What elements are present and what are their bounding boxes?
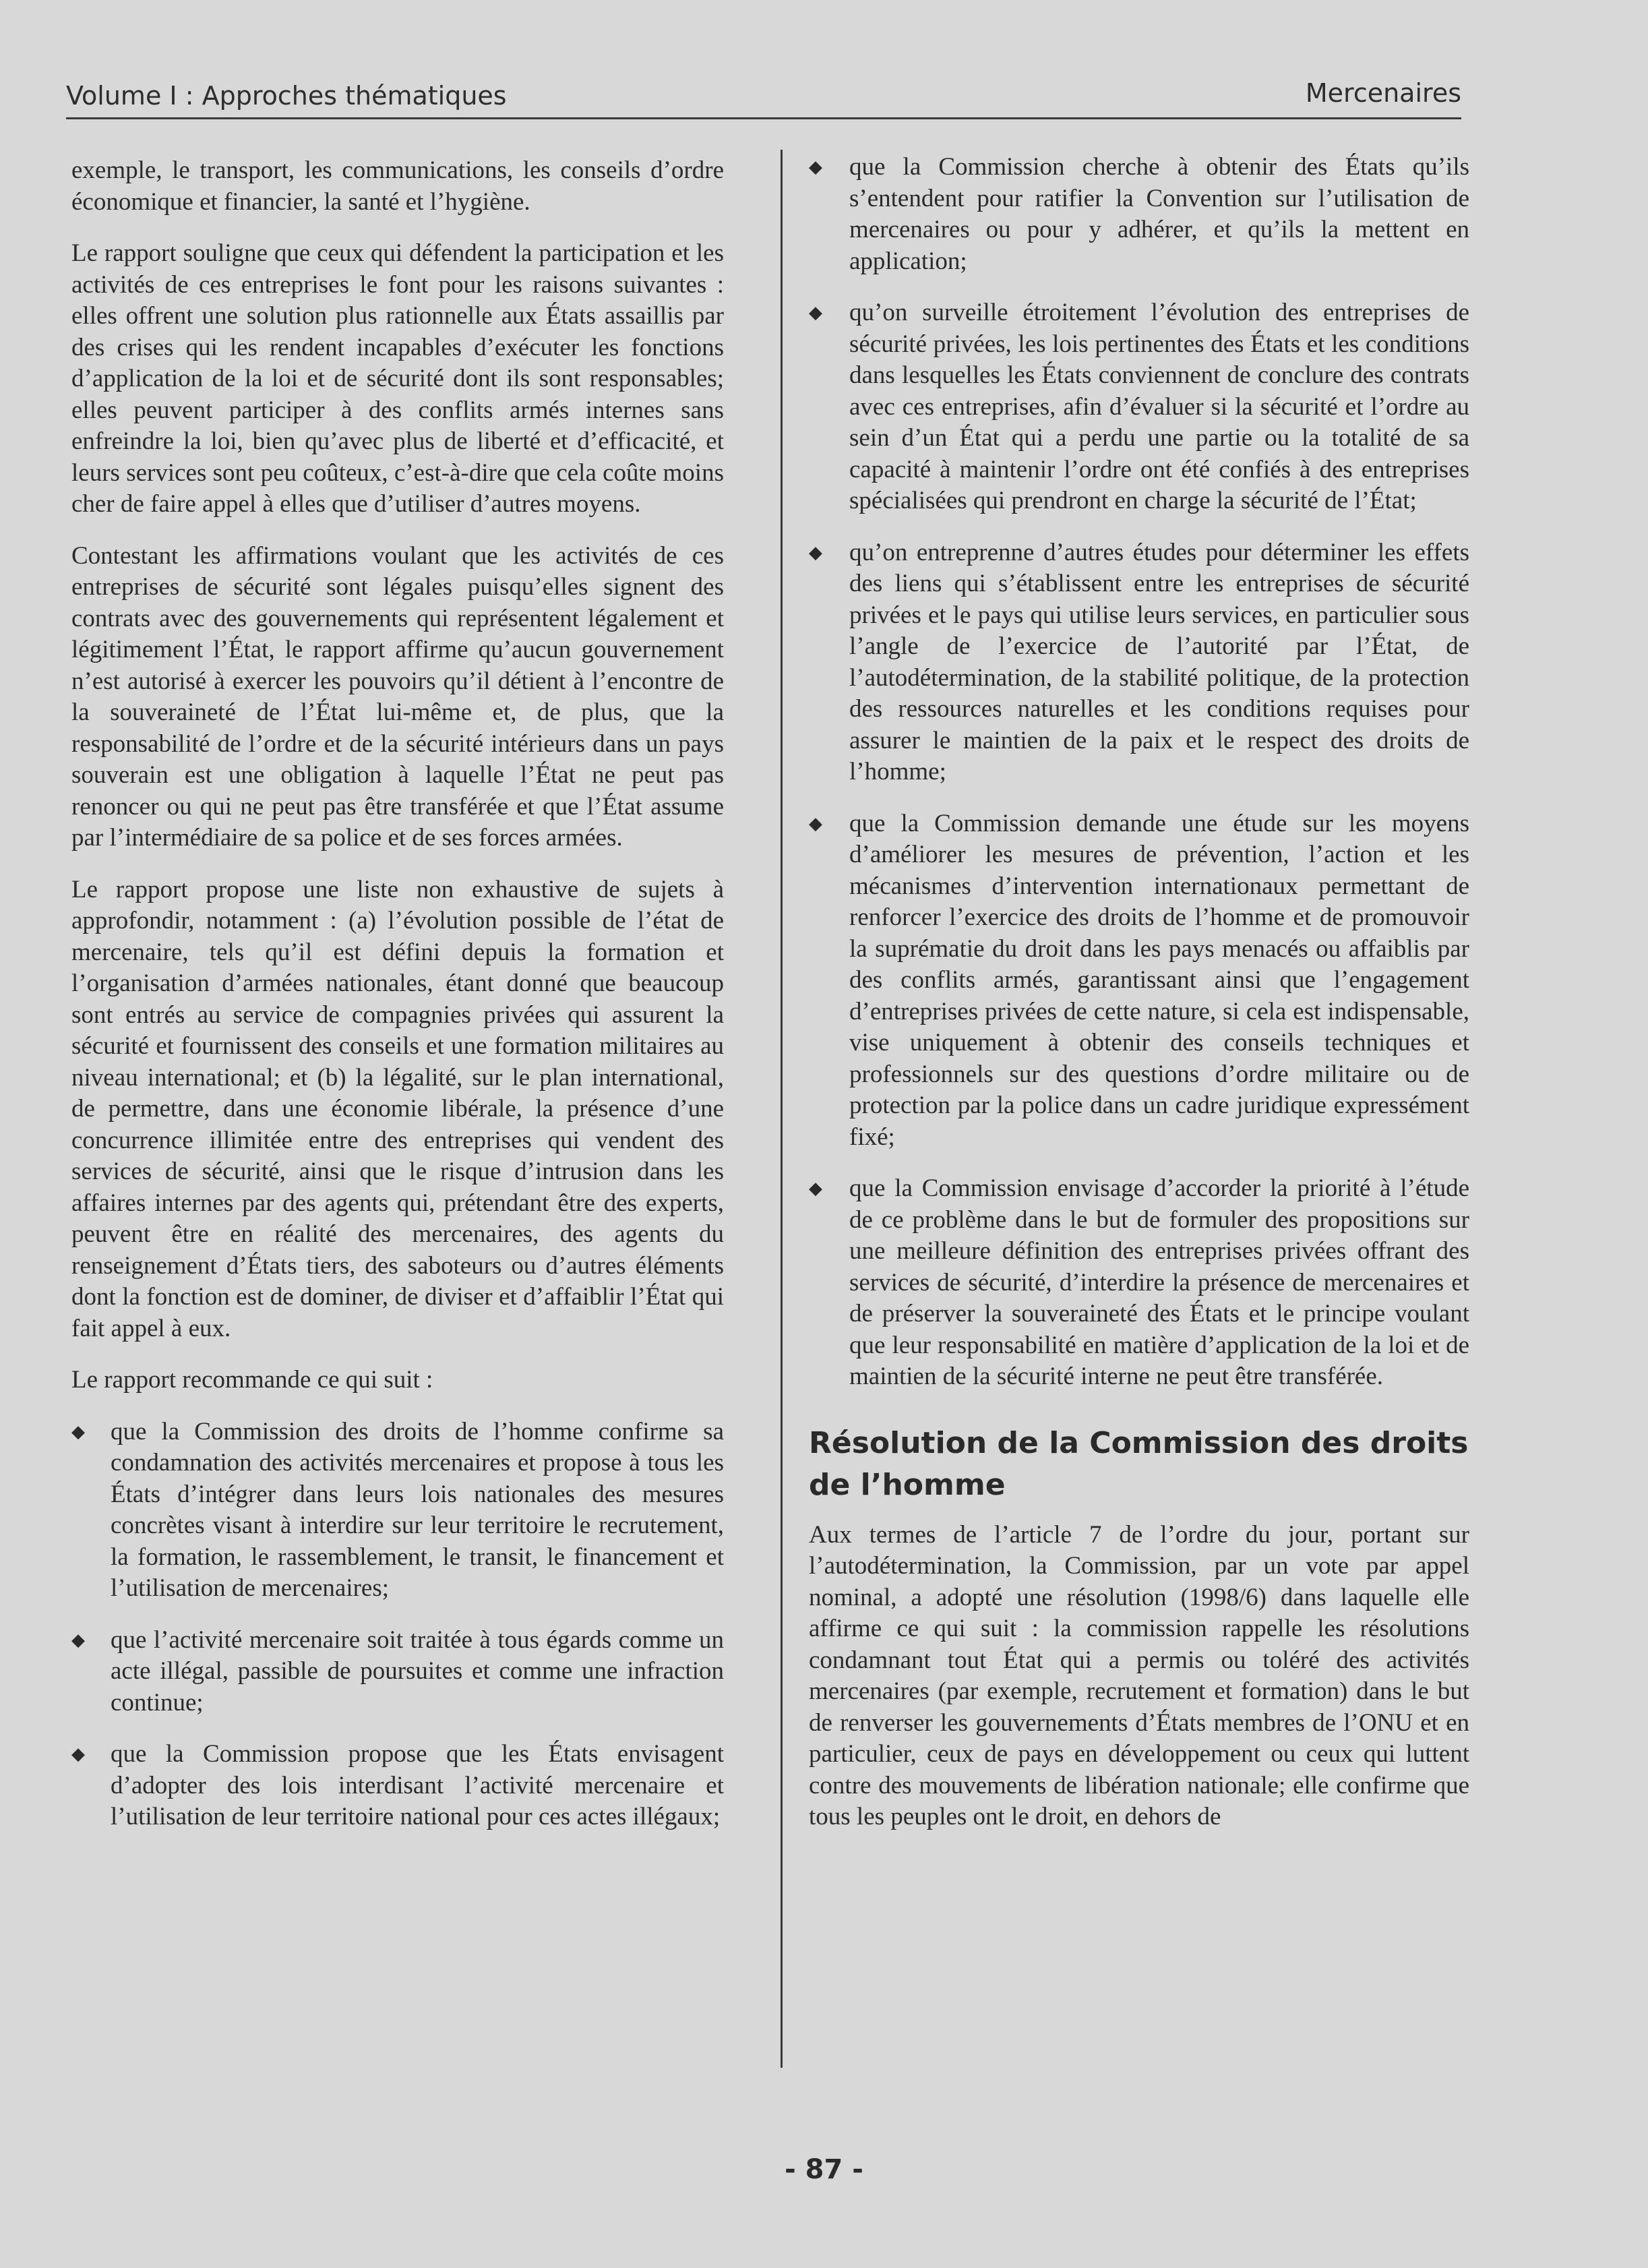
list-item-text: qu’on entreprenne d’autres études pour déterminer les effets des liens qui s’établissent entre les entreprises de sécurité privées et le pays qui utilise leurs services, en particulier sous l’angle de l’exercice de l’autorité par l’État, de l’autodétermination, de la stabilité politique, de la protection des ressources naturelles et les conditions requises pour assurer le maintien de la paix et le respect des droits de l’homme; (849, 538, 1469, 785)
page-number: - 87 - (785, 2154, 863, 2185)
list-item-text: que la Commission cherche à obtenir des États qu’ils s’entendent pour ratifier la Convention sur l’utilisation de mercenaires ou pour y adhérer, et qu’ils la mettent en application; (849, 153, 1469, 275)
list-item (809, 808, 1469, 1154)
bullet-icon: ◆ (809, 1178, 822, 1198)
left-column (71, 155, 724, 1853)
list-item-text: que l’activité mercenaire soit traitée à tous égards comme un acte illégal, passible de poursuites et comme une infraction continue; (111, 1625, 724, 1717)
bullet-icon: ◆ (71, 1744, 85, 1764)
bullet-icon: ◆ (809, 157, 822, 177)
recommendation-list-continued (809, 152, 1469, 1393)
paragraph: Le rapport propose une liste non exhaustive de sujets à approfondir, notamment : (a) l’évolution possible de l’état de mercenaire, tels qu’il est défini depuis la formation et l’organisation d’armées nationales, étant donné que beaucoup sont entrés au service de compagnies privées qui assurent la sécurité et fournissent des conseils et une formation militaires au niveau international; et (b) la légalité, sur le plan international, de permettre, dans une économie libérale, la présence d’une concurrence illimitée entre des entreprises qui vendent des services de sécurité, ainsi que le risque d’intrusion dans les affaires internes par des agents qui, prétendant être des experts, peuvent être en réalité des mercenaires, des agents du renseignement d’États tiers, des saboteurs ou d’autres éléments dont la fonction est de dominer, de diviser et d’affaiblir l’État qui fait appel à eux. (71, 875, 724, 1342)
bullet-icon: ◆ (809, 813, 822, 833)
list-item (809, 297, 1469, 517)
header-chapter-title: Mercenaires (1305, 78, 1461, 108)
header-volume-title: Volume I : Approches thématiques (66, 81, 507, 111)
column-divider (781, 150, 783, 2068)
recommendation-list (71, 1416, 724, 1833)
section-heading: Résolution de la Commission des droits de l’homme (809, 1425, 1469, 1502)
list-item (71, 1739, 724, 1833)
list-item-text: que la Commission des droits de l’homme confirme sa condamnation des activités mercenaires et propose à tous les États d’intégrer dans leurs lois nationales des mesures concrètes visant à interdire sur leur territoire le recrutement, la formation, le rassemblement, le transit, le financement et l’utilisation de mercenaires; (111, 1417, 724, 1602)
list-item-text: que la Commission envisage d’accorder la priorité à l’étude de ce problème dans le but de formuler des propositions sur une meilleure définition des entreprises privées offrant des services de sécurité, d’interdire la présence de mercenaires et de préserver la souveraineté des États et le principe voulant que leur responsabilité en matière d’application de la loi et de maintien de la sécurité interne ne peut être transférée. (849, 1174, 1469, 1390)
right-column (809, 152, 1469, 1853)
bullet-icon: ◆ (71, 1630, 85, 1650)
bullet-icon: ◆ (71, 1421, 85, 1441)
paragraph: Le rapport recommande ce qui suit : (71, 1366, 433, 1394)
paragraph: exemple, le transport, les communications, les conseils d’ordre économique et financier, la santé et l’hygiène. (71, 156, 724, 216)
list-item (809, 152, 1469, 277)
paragraph: Contestant les affirmations voulant que les activités de ces entreprises de sécurité sont légales puisqu’elles signent des contrats avec des gouvernements qui représentent légalement et légitimement l’État, le rapport affirme qu’aucun gouvernement n’est autorisé à exercer les pouvoirs qu’il détient à l’encontre de la souveraineté de l’État lui-même et, de plus, que la responsabilité de l’ordre et de la sécurité intérieurs dans un pays souverain est une obligation à laquelle l’État ne peut pas renoncer ou qui ne peut pas être transférée et que l’État assume par l’intermédiaire de sa police et de ses forces armées. (71, 541, 724, 852)
list-item (809, 537, 1469, 788)
bullet-icon: ◆ (809, 303, 822, 322)
list-item-text: que la Commission demande une étude sur les moyens d’améliorer les mesures de prévention, l’action et les mécanismes d’intervention internationaux permettant de renforcer l’exercice des droits de l’homme et de promouvoir la suprématie du droit dans les pays menacés ou affaiblis par des conflits armés, garantissant ainsi que l’engagement d’entreprises privées de cette nature, si cela est indispensable, vise uniquement à obtenir des conseils techniques et professionnels sur des questions d’ordre militaire ou de protection par la police dans un cadre juridique expressément fixé; (849, 809, 1469, 1151)
list-item-text: que la Commission propose que les États envisagent d’adopter des lois interdisant l’activité mercenaire et l’utilisation de leur territoire national pour ces actes illégaux; (111, 1740, 724, 1830)
list-item (809, 1173, 1469, 1393)
list-item (71, 1416, 724, 1605)
paragraph: Aux termes de l’article 7 de l’ordre du jour, portant sur l’autodétermination, la Commission, par un vote par appel nominal, a adopté une résolution (1998/6) dans laquelle elle affirme ce qui suit : la commission rappelle les résolutions condamnant tout État qui a permis ou toléré des activités mercenaires (par exemple, recrutement et formation) dans le but de renverser les gouvernements d’États membres de l’ONU et en particulier, ceux de pays en développement ou ceux qui luttent contre des mouvements de libération nationale; elle confirme que tous les peuples ont le droit, en dehors de (809, 1520, 1469, 1830)
running-header (66, 67, 1461, 119)
paragraph: Le rapport souligne que ceux qui défendent la participation et les activités de ces entreprises le font pour les raisons suivantes : elles offrent une solution plus rationnelle aux États assaillis par des crises qui les rendent incapables d’exécuter les fonctions d’application de la loi et de sécurité dont ils sont responsables; elles peuvent participer à des conflits armés internes sans enfreindre la loi, bien qu’avec plus de liberté et d’efficacité, et leurs services sont peu coûteux, c’est-à-dire que cela coûte moins cher de faire appel à elles que d’utiliser d’autres moyens. (71, 239, 724, 518)
bullet-icon: ◆ (809, 542, 822, 562)
list-item (71, 1625, 724, 1719)
list-item-text: qu’on surveille étroitement l’évolution des entreprises de sécurité privées, les lois pertinentes des États et les conditions dans lesquelles les États conviennent de conclure des contrats avec ces entreprises, afin d’évaluer si la sécurité et l’ordre au sein d’un État qui a perdu une partie ou la totalité de sa capacité à maintenir l’ordre ont été confiés à des entreprises spécialisées qui prendront en charge la sécurité de l’État; (849, 299, 1469, 514)
